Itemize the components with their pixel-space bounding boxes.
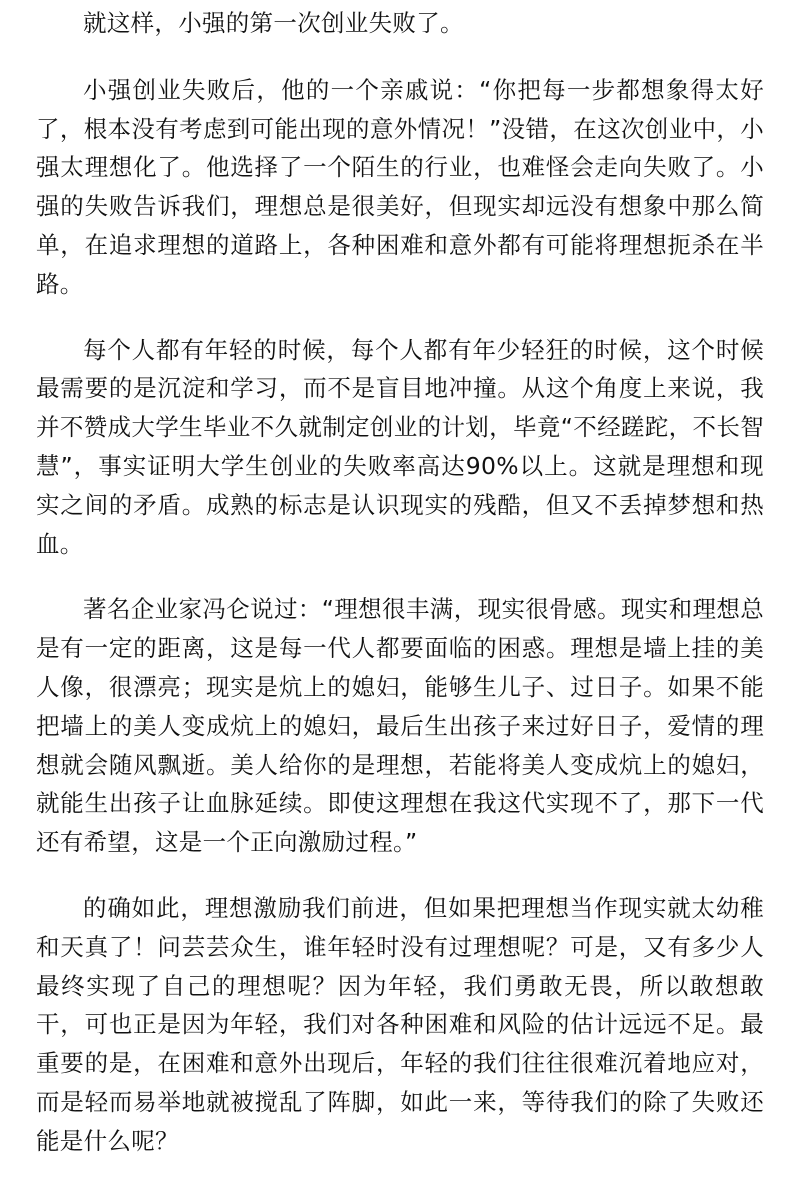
paragraph-2: 小强创业失败后，他的一个亲戚说：“你把每一步都想象得太好了，根本没有考虑到可能出现的意外情况！”没错，在这次创业中，小强太理想化了。他选择了一个陌生的行业，也难怪会走向失败了。小强的失败告诉我们，理想总是很美好，但现实却远没有想象中那么简单，在追求理想的道路上，各种困难和意外都有可能将理想扼杀在半路。 xyxy=(36,75,764,298)
paragraph-5: 的确如此，理想激励我们前进，但如果把理想当作现实就太幼稚和天真了！问芸芸众生，谁年轻时没有过理想呢？可是，又有多少人最终实现了自己的理想呢？因为年轻，我们勇敢无畏，所以敢想敢干，可也正是因为年轻，我们对各种困难和风险的估计远远不足。最重要的是，在困难和意外出现后，年轻的我们往往很难沉着地应对，而是轻而易举地就被搅乱了阵脚，如此一来，等待我们的除了失败还能是什么呢？ xyxy=(36,893,764,1155)
paragraph-4: 著名企业家冯仑说过：“理想很丰满，现实很骨感。现实和理想总是有一定的距离，这是每一代人都要面临的困惑。理想是墙上挂的美人像，很漂亮；现实是炕上的媳妇，能够生儿子、过日子。如果不能把墙上的美人变成炕上的媳妇，最后生出孩子来过好日子，爱情的理想就会随风飘逝。美人给你的是理想，若能将美人变成炕上的媳妇，就能生出孩子让血脉延续。即使这理想在我这代实现不了，那下一代还有希望，这是一个正向激励过程。” xyxy=(36,595,764,857)
paragraph-1: 就这样，小强的第一次创业失败了。 xyxy=(83,9,464,37)
paragraph-3: 每个人都有年轻的时候，每个人都有年少轻狂的时候，这个时候最需要的是沉淀和学习，而不是盲目地冲撞。从这个角度上来说，我并不赞成大学生毕业不久就制定创业的计划，毕竟“不经蹉跎，不长智慧”，事实证明大学生创业的失败率高达90%以上。这就是理想和现实之间的矛盾。成熟的标志是认识现实的残酷，但又不丢掉梦想和热血。 xyxy=(36,335,764,558)
